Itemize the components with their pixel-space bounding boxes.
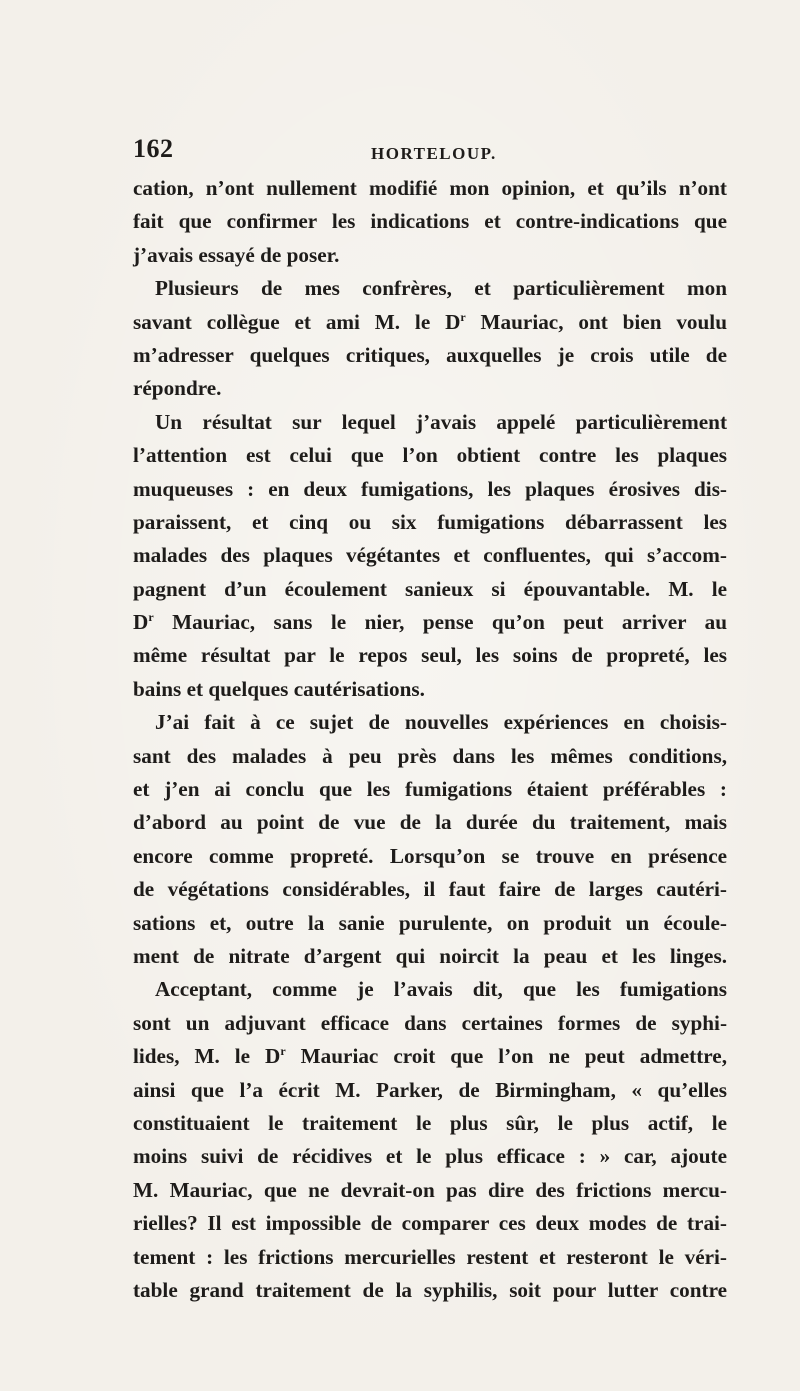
text-line: tement : les frictions mercurielles restent et resteront le véri- [133,1244,727,1269]
text-line: j’avais essayé de poser. [133,242,340,267]
text-line: encore comme propreté. Lorsqu’on se trouve en présence [133,843,727,868]
text-segment: Mauriac, sans le nier, pense qu’on peut arriver au [153,610,727,635]
text-segment: Mauriac croit que l’on ne peut admettre, [285,1044,727,1069]
text-line: muqueuses : en deux fumigations, les plaques érosives dis- [133,476,727,501]
text-line: malades des plaques végétantes et confluentes, qui s’accom- [133,543,727,568]
text-line: sations et, outre la sanie purulente, on produit un écoule- [133,910,727,935]
text-line: Un résultat sur lequel j’avais appelé particulièrement [155,409,727,434]
running-title: HORTELOUP. [371,144,497,163]
text-line: de végétations considérables, il faut faire de larges cautéri- [133,877,727,902]
text-line: m’adresser quelques critiques, auxquelles je crois utile de [133,342,727,367]
text-line: l’attention est celui que l’on obtient contre les plaques [133,443,727,468]
text-line [133,306,727,339]
text-line: Plusieurs de mes confrères, et particulièrement mon [155,276,727,301]
text-line: bains et quelques cautérisations. [133,676,425,701]
text-line: M. Mauriac, que ne devrait-on pas dire des frictions mercu- [133,1177,727,1202]
text-line: répondre. [133,376,222,401]
text-line: J’ai fait à ce sujet de nouvelles expériences en choisis- [155,710,727,735]
page-number: 162 [133,134,174,163]
text-line: sant des malades à peu près dans les mêmes conditions, [133,743,727,768]
text-line: table grand traitement de la syphilis, soit pour lutter contre [133,1277,727,1302]
text-line: et j’en ai conclu que les fumigations étaient préférables : [133,777,727,802]
text-line: ment de nitrate d’argent qui noircit la peau et les linges. [133,943,727,968]
superscript: r [280,1044,286,1059]
text-line: sont un adjuvant efficace dans certaines formes de syphi- [133,1010,727,1035]
text-line: d’abord au point de vue de la durée du traitement, mais [133,810,727,835]
superscript: r [460,309,466,324]
text-line: pagnent d’un écoulement sanieux si épouvantable. M. le [133,576,727,601]
text-line: fait que confirmer les indications et contre-indications que [133,209,727,234]
text-line: cation, n’ont nullement modifié mon opinion, et qu’ils n’ont [133,176,727,200]
text-line: rielles? Il est impossible de comparer ces deux modes de trai- [133,1211,727,1236]
text-line: paraissent, et cinq ou six fumigations débarrassent les [133,509,727,534]
text-segment: savant collègue et ami M. le D [133,309,461,334]
superscript: r [148,610,154,625]
text-line: moins suivi de récidives et le plus efficace : » car, ajoute [133,1144,727,1169]
page-header [133,134,723,170]
text-line: Acceptant, comme je l’avais dit, que les fumigations [155,977,727,1002]
text-line: même résultat par le repos seul, les soins de propreté, les [133,643,727,668]
text-segment: lides, M. le D [133,1044,281,1069]
body-text [133,172,727,1307]
text-line: constituaient le traitement le plus sûr, le plus actif, le [133,1110,727,1135]
text-line: ainsi que l’a écrit M. Parker, de Birmingham, « qu’elles [133,1077,727,1102]
text-line [133,1040,727,1073]
text-line [133,606,727,639]
text-segment: Mauriac, ont bien voulu [465,309,727,334]
text-segment: D [133,610,149,635]
